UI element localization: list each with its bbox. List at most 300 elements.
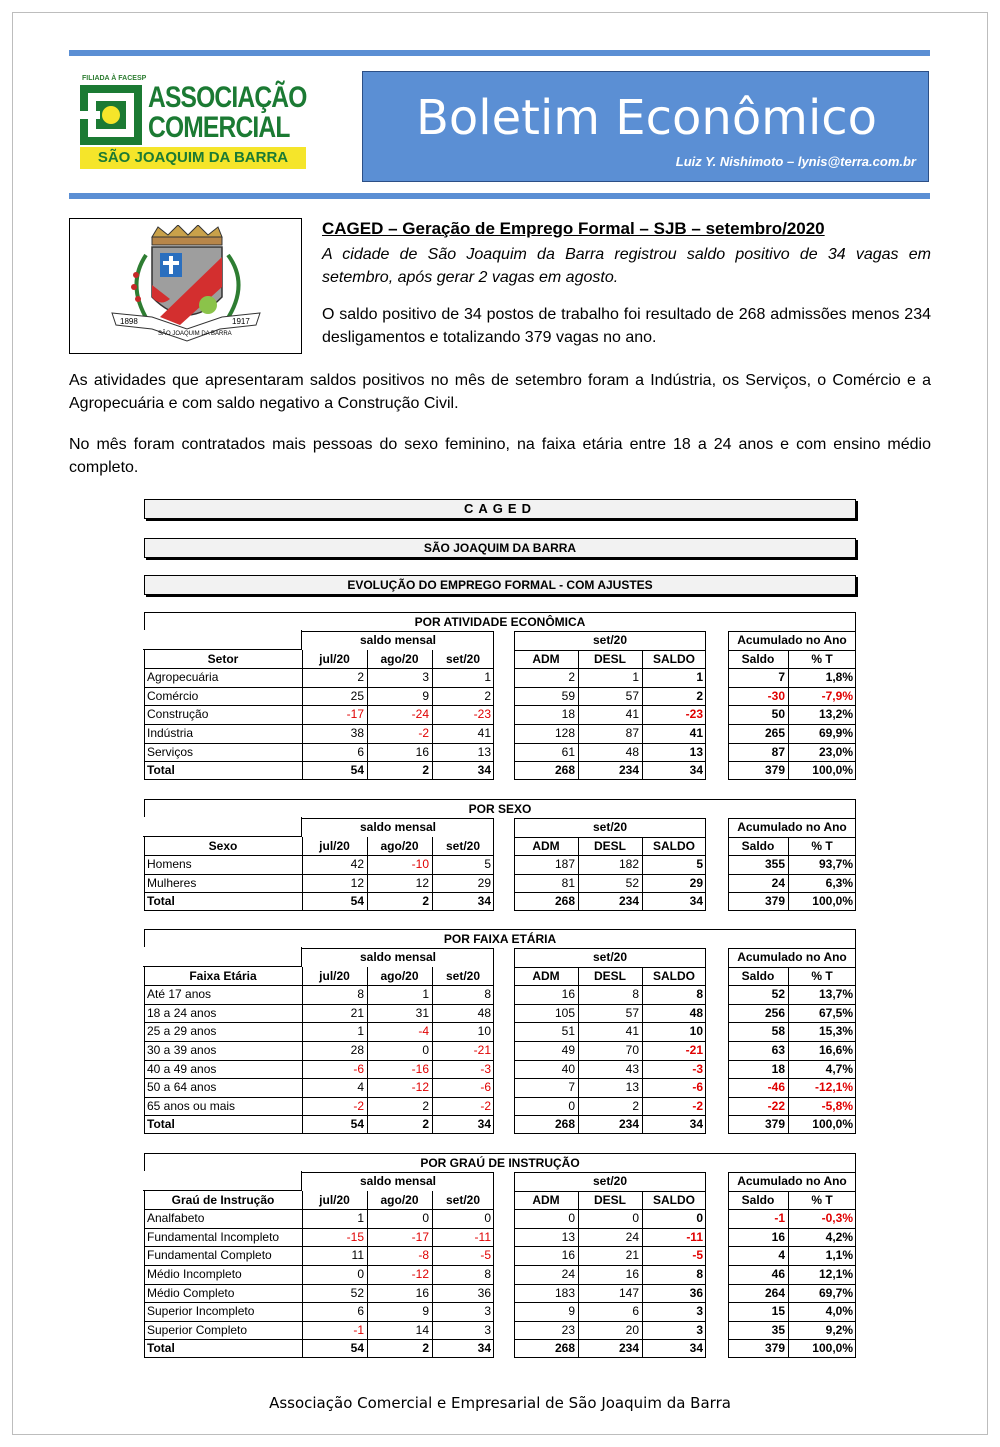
table-title: POR FAIXA ETÁRIA xyxy=(144,929,856,948)
table-cell: 105 xyxy=(554,1005,575,1020)
table-title: POR ATIVIDADE ECONÔMICA xyxy=(144,612,856,631)
table-cell: 30 a 39 anos xyxy=(147,1043,217,1057)
table-cell: 8 xyxy=(696,987,703,1002)
table-cell: 43 xyxy=(625,1061,639,1076)
table-cell: 8 xyxy=(484,987,491,1002)
table-cell: Até 17 anos xyxy=(147,987,212,1002)
activities-paragraph: As atividades que apresentaram saldos positivos no mês de setembro foram a Indústria, os Serviços, o Comércio e a Agropecuária e com saldo negativo a Construção Civil. xyxy=(69,372,931,412)
table-cell: -2 xyxy=(480,1098,491,1113)
table-cell: -6 xyxy=(692,1080,703,1095)
bulletin-title: Boletim Econômico xyxy=(415,90,878,146)
table-cell: Médio Completo xyxy=(147,1285,235,1300)
table-cell: 2 xyxy=(632,1098,639,1113)
table-cell: -15 xyxy=(346,1229,364,1244)
table-corner xyxy=(143,630,302,650)
table-cell: -12 xyxy=(411,1080,429,1095)
table-cell: 93,7% xyxy=(818,857,853,872)
table-cell: Indústria xyxy=(147,726,194,740)
table-cell: 1 xyxy=(484,670,491,685)
association-logo xyxy=(78,75,308,170)
table-cell: -7,9% xyxy=(821,688,853,703)
table-cell: 40 a 49 anos xyxy=(147,1061,217,1076)
table-cell: 379 xyxy=(764,894,785,909)
table-cell: Médio Incompleto xyxy=(147,1267,242,1281)
table-cell: 2 xyxy=(696,688,703,703)
table-cell: 100,0% xyxy=(812,763,853,778)
table-cell: -12,1% xyxy=(814,1080,853,1095)
table-cell: 0 xyxy=(632,1211,639,1226)
table-cell: ADM xyxy=(532,651,560,666)
table-2 xyxy=(144,929,856,1134)
table-cell: % T xyxy=(811,838,833,853)
table-cell: set/20 xyxy=(592,820,628,834)
table-cell: 52 xyxy=(350,1285,364,1300)
table-cell: Saldo xyxy=(741,1192,775,1207)
table-cell: 50 a 64 anos xyxy=(147,1080,217,1095)
table-cell: Saldo xyxy=(741,838,775,853)
table-cell: Mulheres xyxy=(147,875,197,890)
table-cell: 10 xyxy=(477,1024,491,1039)
table-cell: set/20 xyxy=(592,1174,628,1188)
table-cell: -4 xyxy=(418,1024,429,1039)
table-cell: -3 xyxy=(692,1061,703,1076)
table-cell: 36 xyxy=(477,1285,491,1300)
table-cell: 234 xyxy=(618,894,639,909)
table-cell: 5 xyxy=(484,857,491,872)
table-cell: -5 xyxy=(480,1248,491,1263)
table-cell: 63 xyxy=(771,1043,785,1057)
table-cell: 6 xyxy=(357,744,364,759)
table-cell: 59 xyxy=(561,688,575,703)
table-cell: 11 xyxy=(351,1248,364,1263)
table-cell: 1 xyxy=(696,670,703,685)
footer-text: Associação Comercial e Empresarial de São Joaquim da Barra xyxy=(269,1394,731,1412)
table-cell: 0 xyxy=(422,1211,429,1226)
balance-paragraph: O saldo positivo de 34 postos de trabalho foi resultado de 268 admissões menos 234 desligamentos e totalizando 379 vagas no ano. xyxy=(322,306,931,346)
table-cell: -17 xyxy=(411,1229,429,1244)
logo-city: SÃO JOAQUIM DA BARRA xyxy=(80,147,306,169)
table-cell: 54 xyxy=(350,1117,364,1132)
table-cell: 28 xyxy=(350,1043,364,1057)
table-cell: saldo mensal xyxy=(359,633,437,647)
table-cell: 12,1% xyxy=(818,1267,853,1281)
table-cell: 7 xyxy=(568,1080,575,1095)
table-cell: ADM xyxy=(532,838,560,853)
table-cell: -2 xyxy=(692,1098,703,1113)
table-cell: 48 xyxy=(477,1005,491,1020)
table-cell: 10 xyxy=(689,1024,703,1039)
table-cell: 1,8% xyxy=(825,670,853,685)
table-cell: 8 xyxy=(484,1267,491,1281)
table-cell: Total xyxy=(147,1341,175,1356)
table-1 xyxy=(144,799,856,911)
table-cell: jul/20 xyxy=(319,1192,350,1207)
table-cell: Acumulado no Ano xyxy=(737,633,847,647)
table-cell: 2 xyxy=(422,1117,429,1132)
table-cell: 16 xyxy=(561,987,575,1002)
table-cell: 1 xyxy=(357,1211,364,1226)
table-cell: -0,3% xyxy=(821,1211,853,1226)
table-cell: 25 xyxy=(350,688,364,703)
table-cell: ago/20 xyxy=(380,651,419,666)
table-cell: 379 xyxy=(764,763,785,778)
table-cell: 61 xyxy=(561,744,575,759)
association-emblem-icon xyxy=(80,85,142,145)
table-cell: -16 xyxy=(411,1061,429,1076)
table-cell: 8 xyxy=(696,1267,703,1281)
table-cell: 51 xyxy=(561,1024,575,1039)
table-cell: 87 xyxy=(625,726,639,740)
table-cell: 34 xyxy=(477,894,491,909)
table-cell: 268 xyxy=(554,1117,575,1132)
table-cell: 15,3% xyxy=(818,1024,853,1039)
table-cell: saldo mensal xyxy=(359,950,437,964)
table-cell: 6 xyxy=(632,1304,639,1319)
table-cell: -30 xyxy=(767,688,785,703)
table-cell: 265 xyxy=(764,726,785,740)
table-cell: 23 xyxy=(561,1322,575,1337)
table-cell: Analfabeto xyxy=(147,1211,205,1226)
city-crest-icon xyxy=(100,225,270,349)
evolution-bar: EVOLUÇÃO DO EMPREGO FORMAL - COM AJUSTES xyxy=(144,575,856,595)
table-cell: ago/20 xyxy=(380,1192,419,1207)
table-cell: ago/20 xyxy=(380,838,419,853)
table-cell: 6 xyxy=(357,1304,364,1319)
table-cell: 52 xyxy=(625,875,639,890)
table-cell: 234 xyxy=(618,1117,639,1132)
table-cell: 57 xyxy=(625,1005,639,1020)
table-cell: 0 xyxy=(357,1267,364,1281)
table-cell: 256 xyxy=(764,1005,785,1020)
table-cell: -1 xyxy=(353,1322,364,1337)
table-cell: Fundamental Completo xyxy=(147,1248,272,1263)
table-cell: 21 xyxy=(350,1005,364,1020)
table-cell: 1,1% xyxy=(825,1248,853,1263)
table-cell: jul/20 xyxy=(319,651,350,666)
table-cell: SALDO xyxy=(653,968,695,983)
table-cell: 100,0% xyxy=(812,1117,853,1132)
table-cell: ADM xyxy=(532,1192,560,1207)
table-cell: set/20 xyxy=(445,968,481,983)
table-cell: DESL xyxy=(593,1192,626,1207)
table-cell: 268 xyxy=(554,763,575,778)
table-cell: -23 xyxy=(473,707,491,722)
table-cell: Serviços xyxy=(147,744,194,759)
table-cell: Homens xyxy=(147,857,192,872)
table-cell: 234 xyxy=(618,1341,639,1356)
table-cell: -2 xyxy=(418,726,429,740)
table-cell: set/20 xyxy=(445,651,481,666)
table-cell: 4 xyxy=(778,1248,785,1263)
table-cell: 34 xyxy=(689,763,703,778)
table-cell: 20 xyxy=(625,1322,639,1337)
table-cell: -10 xyxy=(411,857,429,872)
table-cell: 3 xyxy=(696,1304,703,1319)
table-cell: 13,2% xyxy=(818,707,853,722)
table-cell: 16 xyxy=(561,1248,575,1263)
table-cell: Acumulado no Ano xyxy=(737,1174,847,1188)
table-cell: jul/20 xyxy=(319,968,350,983)
table-cell: 147 xyxy=(618,1285,639,1300)
table-cell: 87 xyxy=(771,744,785,759)
table-title: POR SEXO xyxy=(144,799,856,818)
table-cell: 4,0% xyxy=(825,1304,853,1319)
table-cell: 16,6% xyxy=(818,1043,853,1057)
table-cell: 54 xyxy=(350,1341,364,1356)
table-cell: 1 xyxy=(632,670,639,685)
table-cell: 379 xyxy=(764,1117,785,1132)
table-cell: 0 xyxy=(696,1211,703,1226)
table-cell: 2 xyxy=(422,894,429,909)
table-cell: set/20 xyxy=(445,838,481,853)
table-cell: 24 xyxy=(625,1229,639,1244)
table-cell: -6 xyxy=(480,1080,491,1095)
table-cell: 57 xyxy=(625,688,639,703)
table-cell: 8 xyxy=(357,987,364,1002)
table-cell: 18 a 24 anos xyxy=(147,1005,217,1020)
table-cell: -23 xyxy=(685,707,703,722)
table-cell: Superior Completo xyxy=(147,1322,248,1337)
table-cell: jul/20 xyxy=(319,838,350,853)
table-cell: 42 xyxy=(350,857,364,872)
table-cell: 65 anos ou mais xyxy=(147,1098,236,1113)
table-cell: 13 xyxy=(689,744,703,759)
table-cell: 25 a 29 anos xyxy=(147,1024,217,1039)
table-cell: 16 xyxy=(415,744,429,759)
table-cell: 9 xyxy=(422,688,429,703)
table-cell: 13 xyxy=(477,744,491,759)
table-cell: 6,3% xyxy=(825,875,853,890)
table-cell: 31 xyxy=(415,1005,429,1020)
table-cell: Agropecuária xyxy=(147,670,219,685)
table-cell: 355 xyxy=(764,857,785,872)
table-cell: 48 xyxy=(625,744,639,759)
table-cell: -21 xyxy=(685,1043,703,1057)
table-cell: 2 xyxy=(422,1341,429,1356)
table-cell: 38 xyxy=(350,726,364,740)
caged-bar: CAGED xyxy=(144,499,856,519)
table-cell: 24 xyxy=(771,875,785,890)
table-cell: 34 xyxy=(689,894,703,909)
table-cell: -8 xyxy=(418,1248,429,1263)
table-cell: 100,0% xyxy=(812,1341,853,1356)
table-cell: 23,0% xyxy=(818,744,853,759)
table-cell: 49 xyxy=(561,1043,575,1057)
table-cell: 16 xyxy=(415,1285,429,1300)
table-cell: 3 xyxy=(484,1304,491,1319)
table-cell: 14 xyxy=(415,1322,429,1337)
table-cell: 7 xyxy=(778,670,785,685)
table-title: POR GRAÚ DE INSTRUÇÃO xyxy=(144,1153,856,1172)
table-cell: 41 xyxy=(625,707,639,722)
table-cell: set/20 xyxy=(592,633,628,647)
table-cell: 29 xyxy=(689,875,703,890)
table-cell: DESL xyxy=(593,651,626,666)
table-cell: 100,0% xyxy=(812,894,853,909)
table-cell: -22 xyxy=(767,1098,785,1113)
table-3 xyxy=(144,1153,856,1358)
table-cell: 8 xyxy=(632,987,639,1002)
table-cell: 264 xyxy=(764,1285,785,1300)
table-cell: 4,7% xyxy=(825,1061,853,1076)
table-corner xyxy=(143,947,302,967)
table-cell: 13 xyxy=(561,1229,575,1244)
table-cell: -6 xyxy=(353,1061,364,1076)
table-corner xyxy=(143,1171,302,1191)
table-cell: Superior Incompleto xyxy=(147,1304,255,1319)
table-cell: 183 xyxy=(554,1285,575,1300)
table-cell: Faixa Etária xyxy=(189,968,257,983)
table-cell: Saldo xyxy=(741,968,775,983)
table-cell: -5,8% xyxy=(821,1098,853,1113)
table-cell: 3 xyxy=(422,670,429,685)
table-cell: Setor xyxy=(207,651,239,666)
table-cell: 1 xyxy=(357,1024,364,1039)
table-cell: % T xyxy=(811,651,833,666)
table-cell: Saldo xyxy=(741,651,775,666)
table-cell: set/20 xyxy=(592,950,628,964)
table-cell: -11 xyxy=(686,1229,703,1244)
table-cell: ago/20 xyxy=(380,968,419,983)
table-cell: ADM xyxy=(532,968,560,983)
table-cell: 21 xyxy=(625,1248,639,1263)
table-cell: -1 xyxy=(774,1211,785,1226)
table-cell: -2 xyxy=(353,1098,364,1113)
table-cell: 182 xyxy=(618,857,639,872)
table-cell: Construção xyxy=(147,707,209,722)
table-cell: set/20 xyxy=(445,1192,481,1207)
table-cell: 2 xyxy=(422,1098,429,1113)
table-cell: 268 xyxy=(554,1341,575,1356)
table-cell: 13 xyxy=(625,1080,639,1095)
table-cell: SALDO xyxy=(653,651,695,666)
table-cell: 46 xyxy=(771,1267,785,1281)
table-cell: 4,2% xyxy=(825,1229,853,1244)
crest-ribbon-text: SÃO JOAQUIM DA BARRA xyxy=(158,331,232,337)
table-cell: 70 xyxy=(625,1043,639,1057)
table-0 xyxy=(144,612,856,780)
table-cell: % T xyxy=(811,968,833,983)
table-cell: 5 xyxy=(696,857,703,872)
table-cell: SALDO xyxy=(653,838,695,853)
article-headline: CAGED – Geração de Emprego Formal – SJB – setembro/2020 xyxy=(322,219,825,238)
table-cell: 58 xyxy=(771,1024,785,1039)
table-cell: 2 xyxy=(422,763,429,778)
table-cell: 69,7% xyxy=(818,1285,853,1300)
table-cell: 18 xyxy=(771,1061,785,1076)
header-rule xyxy=(69,193,930,199)
table-cell: Total xyxy=(147,763,175,778)
table-cell: 128 xyxy=(554,726,575,740)
table-cell: 379 xyxy=(764,1341,785,1356)
crest-year-left: 1898 xyxy=(120,317,138,326)
logo-name-line1: ASSOCIAÇÃO xyxy=(148,81,307,114)
table-cell: 41 xyxy=(477,726,491,740)
table-cell: Graú de Instrução xyxy=(171,1192,275,1207)
table-cell: saldo mensal xyxy=(359,820,437,834)
table-cell: 41 xyxy=(689,726,703,740)
table-cell: -3 xyxy=(480,1061,491,1076)
table-cell: saldo mensal xyxy=(359,1174,437,1188)
table-cell: 1 xyxy=(422,987,429,1002)
table-cell: 12 xyxy=(350,875,364,890)
table-cell: 9,2% xyxy=(825,1322,853,1337)
table-cell: % T xyxy=(811,1192,833,1207)
table-cell: 16 xyxy=(771,1229,785,1244)
top-rule xyxy=(69,50,930,56)
table-cell: Comércio xyxy=(147,688,199,703)
logo-name-line2: COMERCIAL xyxy=(148,111,290,144)
table-cell: 2 xyxy=(357,670,364,685)
table-cell: 34 xyxy=(477,1341,491,1356)
bulletin-banner xyxy=(362,71,929,182)
table-cell: -46 xyxy=(767,1080,785,1095)
table-cell: Fundamental Incompleto xyxy=(147,1229,280,1244)
table-cell: 4 xyxy=(357,1080,364,1095)
table-cell: -17 xyxy=(346,707,364,722)
table-cell: 18 xyxy=(561,707,575,722)
table-cell: Sexo xyxy=(208,838,238,853)
table-cell: 40 xyxy=(561,1061,575,1076)
table-cell: 50 xyxy=(771,707,785,722)
table-cell: 16 xyxy=(625,1267,639,1281)
table-cell: 2 xyxy=(568,670,575,685)
table-cell: 3 xyxy=(696,1322,703,1337)
table-cell: 0 xyxy=(484,1211,491,1226)
table-cell: 41 xyxy=(625,1024,639,1039)
table-cell: 34 xyxy=(689,1117,703,1132)
table-cell: DESL xyxy=(593,838,626,853)
table-cell: 187 xyxy=(554,857,575,872)
table-cell: 54 xyxy=(350,763,364,778)
table-cell: Total xyxy=(147,894,175,909)
table-cell: Acumulado no Ano xyxy=(737,820,847,834)
table-cell: 24 xyxy=(561,1267,575,1281)
intro-paragraph: A cidade de São Joaquim da Barra registrou saldo positivo de 34 vagas em setembro, após gerar 2 vagas em agosto. xyxy=(322,246,931,286)
table-cell: -5 xyxy=(692,1248,703,1263)
table-cell: 34 xyxy=(689,1341,703,1356)
table-cell: Acumulado no Ano xyxy=(737,950,847,964)
table-cell: 0 xyxy=(568,1098,575,1113)
table-cell: -24 xyxy=(411,707,429,722)
table-cell: 12 xyxy=(415,875,429,890)
table-cell: Total xyxy=(147,1117,175,1132)
table-cell: 36 xyxy=(689,1285,703,1300)
table-cell: 34 xyxy=(477,1117,491,1132)
table-cell: -21 xyxy=(473,1043,491,1057)
crest-year-right: 1917 xyxy=(232,317,250,326)
profile-paragraph: No mês foram contratados mais pessoas do sexo feminino, na faixa etária entre 18 a 24 anos e com ensino médio completo. xyxy=(69,436,931,476)
table-cell: 29 xyxy=(477,875,491,890)
table-cell: 54 xyxy=(350,894,364,909)
table-cell: 9 xyxy=(422,1304,429,1319)
table-cell: 0 xyxy=(422,1043,429,1057)
table-cell: 2 xyxy=(484,688,491,703)
city-bar: SÃO JOAQUIM DA BARRA xyxy=(144,538,856,558)
table-cell: -12 xyxy=(411,1267,429,1281)
table-corner xyxy=(143,817,302,837)
table-cell: 9 xyxy=(568,1304,575,1319)
table-cell: 15 xyxy=(771,1304,785,1319)
table-cell: 268 xyxy=(554,894,575,909)
table-cell: -11 xyxy=(474,1229,491,1244)
table-cell: 0 xyxy=(568,1211,575,1226)
table-cell: 13,7% xyxy=(818,987,853,1002)
table-cell: 3 xyxy=(484,1322,491,1337)
table-cell: 69,9% xyxy=(818,726,853,740)
table-cell: 34 xyxy=(477,763,491,778)
city-crest-box xyxy=(69,218,302,354)
